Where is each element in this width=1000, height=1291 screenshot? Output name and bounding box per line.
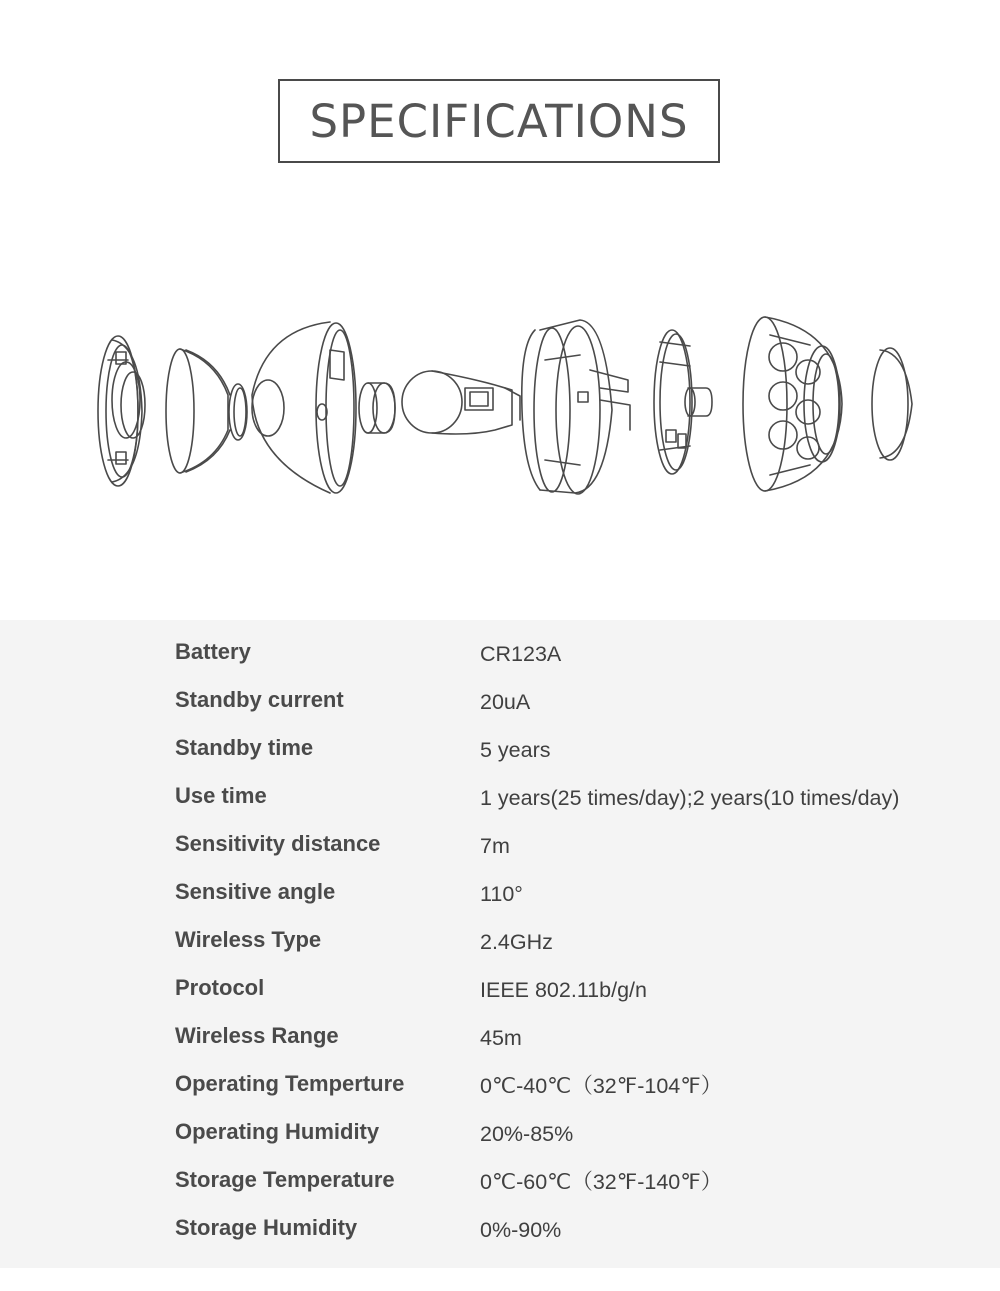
spec-row-wireless-type [0, 920, 1000, 960]
cylinder-cap-icon [359, 383, 395, 433]
fresnel-lens-dome-icon [743, 317, 842, 491]
spec-value: 5 years [480, 738, 551, 762]
spec-label: Standby time [175, 735, 314, 760]
spec-value: 0℃-60℃（32℉-140℉） [480, 1170, 723, 1194]
spec-row-sensitivity-distance [0, 824, 1000, 864]
pir-sensor-module-icon [402, 371, 520, 434]
spec-row-operating-humidity [0, 1112, 1000, 1152]
spec-label: Operating Humidity [175, 1119, 380, 1144]
back-plate-icon [98, 336, 145, 486]
spec-value: 20%-85% [480, 1122, 574, 1146]
spec-value: CR123A [480, 642, 562, 666]
spec-value: 0%-90% [480, 1218, 562, 1242]
spec-row-battery [0, 632, 1000, 672]
spec-label: Wireless Range [175, 1023, 339, 1048]
spec-row-standby-time [0, 728, 1000, 768]
spec-value: 7m [480, 834, 510, 858]
small-ring-icon [229, 384, 247, 440]
page-title: SPECIFICATIONS [309, 94, 689, 148]
spec-label: Protocol [175, 975, 265, 1000]
spec-value: 110° [480, 882, 523, 906]
spec-label: Storage Temperature [175, 1167, 395, 1192]
spec-row-use-time [0, 776, 1000, 816]
spec-value: 20uA [480, 690, 531, 714]
spec-label: Wireless Type [175, 927, 322, 952]
spec-row-storage-temperature [0, 1160, 1000, 1200]
spec-row-wireless-range [0, 1016, 1000, 1056]
spec-row-operating-temperature [0, 1064, 1000, 1104]
spec-label: Sensitivity distance [175, 831, 381, 856]
spec-value: 45m [480, 1026, 522, 1050]
spec-row-sensitive-angle [0, 872, 1000, 912]
dome-shell-icon [252, 322, 356, 493]
spec-row-standby-current [0, 680, 1000, 720]
spec-label: Standby current [175, 687, 344, 712]
spec-label: Storage Humidity [175, 1215, 358, 1240]
spec-value: 1 years(25 times/day);2 years(10 times/day) [480, 786, 900, 810]
spec-label: Use time [175, 783, 267, 808]
circuit-board-icon [654, 330, 712, 474]
mounting-base-icon [522, 320, 630, 494]
exploded-sensor-diagram-icon [0, 300, 1000, 510]
spec-row-storage-humidity [0, 1208, 1000, 1248]
spec-label: Operating Temperture [175, 1071, 405, 1096]
specifications-table [0, 620, 1000, 1268]
cone-reflector-icon [166, 349, 230, 473]
page-title-box [278, 79, 720, 163]
spec-value: 2.4GHz [480, 930, 553, 954]
spec-label: Battery [175, 639, 251, 664]
spec-value: IEEE 802.11b/g/n [480, 978, 647, 1002]
front-cover-disc-icon [872, 348, 912, 460]
spec-label: Sensitive angle [175, 879, 336, 904]
spec-value: 0℃-40℃（32℉-104℉） [480, 1074, 723, 1098]
spec-row-protocol [0, 968, 1000, 1008]
